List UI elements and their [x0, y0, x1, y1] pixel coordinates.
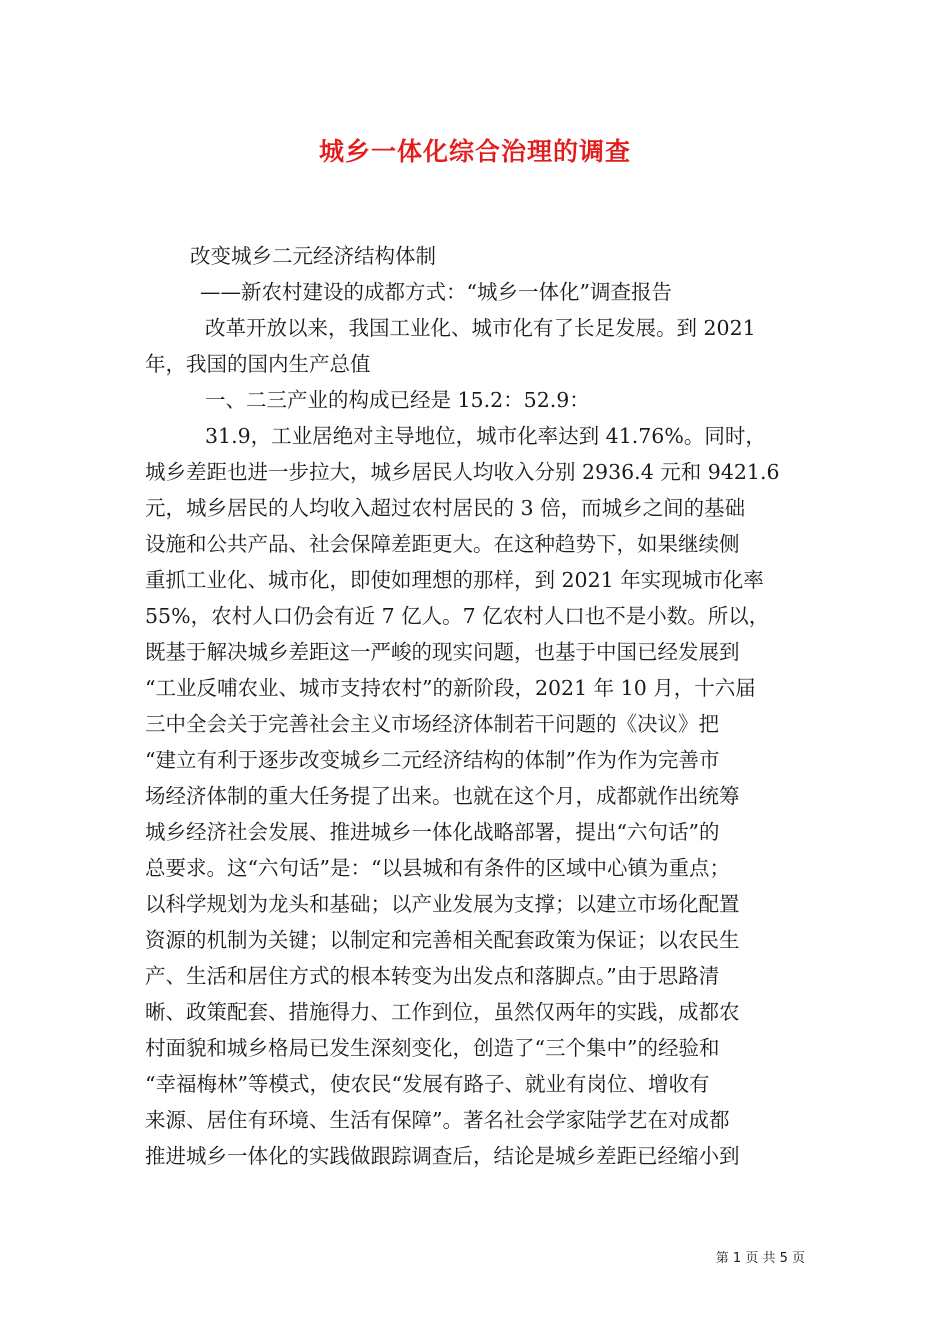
- page-title: 城乡一体化综合治理的调查: [318, 137, 631, 166]
- paragraph-line: 来源、居住有环境、生活有保障”。著名社会学家陆学艺在对成都: [145, 1108, 730, 1132]
- paragraph-line: 设施和公共产品、社会保障差距更大。在这种趋势下，如果继续侧: [145, 532, 740, 556]
- page-number: 第 1 页 共 5 页: [715, 1251, 805, 1266]
- subtitle-line: 改变城乡二元经济结构体制: [190, 244, 436, 268]
- paragraph-line: “幸福梅林”等模式，使农民“发展有路子、就业有岗位、增收有: [145, 1072, 710, 1096]
- paragraph-line: “建立有利于逐步改变城乡二元经济结构的体制”作为作为完善市: [145, 748, 720, 772]
- paragraph-line: 31.9，工业居绝对主导地位，城市化率达到 41.76%。同时，: [205, 424, 766, 448]
- paragraph-line: 村面貌和城乡格局已发生深刻变化，创造了“三个集中”的经验和: [145, 1036, 720, 1060]
- paragraph-line: 元，城乡居民的人均收入超过农村居民的 3 倍，而城乡之间的基础: [145, 496, 746, 520]
- paragraph-line: 推进城乡一体化的实践做跟踪调查后，结论是城乡差距已经缩小到: [145, 1144, 740, 1168]
- paragraph-line: 晰、政策配套、措施得力、工作到位，虽然仅两年的实践，成都农: [145, 1000, 740, 1024]
- paragraph-line: 总要求。这“六句话”是：“以县城和有条件的区域中心镇为重点；: [145, 856, 730, 880]
- paragraph-line: 重抓工业化、城市化，即使如理想的那样，到 2021 年实现城市化率: [145, 568, 764, 592]
- subtitle-line: ——新农村建设的成都方式：“城乡一体化”调查报告: [200, 280, 672, 304]
- paragraph-line: 年，我国的国内生产总值: [145, 352, 371, 376]
- paragraph-line: 产、生活和居住方式的根本转变为出发点和落脚点。”由于思路清: [145, 964, 720, 988]
- paragraph-line: 一、二三产业的构成已经是 15.2：52.9：: [205, 388, 590, 412]
- paragraph-line: 以科学规划为龙头和基础；以产业发展为支撑；以建立市场化配置: [145, 892, 740, 916]
- document-body: [145, 238, 805, 1174]
- paragraph-line: 资源的机制为关键；以制定和完善相关配套政策为保证；以农民生: [145, 928, 740, 952]
- paragraph-line: 改革开放以来，我国工业化、城市化有了长足发展。到 2021: [205, 316, 756, 340]
- paragraph-line: 城乡差距也进一步拉大，城乡居民人均收入分别 2936.4 元和 9421.6: [145, 460, 780, 484]
- paragraph-line: 场经济体制的重大任务提了出来。也就在这个月，成都就作出统筹: [145, 784, 740, 808]
- paragraph-line: 既基于解决城乡差距这一严峻的现实问题，也基于中国已经发展到: [145, 640, 740, 664]
- paragraph-line: 城乡经济社会发展、推进城乡一体化战略部署，提出“六句话”的: [145, 820, 720, 844]
- paragraph-line: 三中全会关于完善社会主义市场经济体制若干问题的《决议》把: [145, 712, 719, 736]
- paragraph-line: 55%，农村人口仍会有近 7 亿人。7 亿农村人口也不是小数。所以，: [145, 604, 770, 628]
- paragraph-line: “工业反哺农业、城市支持农村”的新阶段，2021 年 10 月，十六届: [145, 676, 756, 700]
